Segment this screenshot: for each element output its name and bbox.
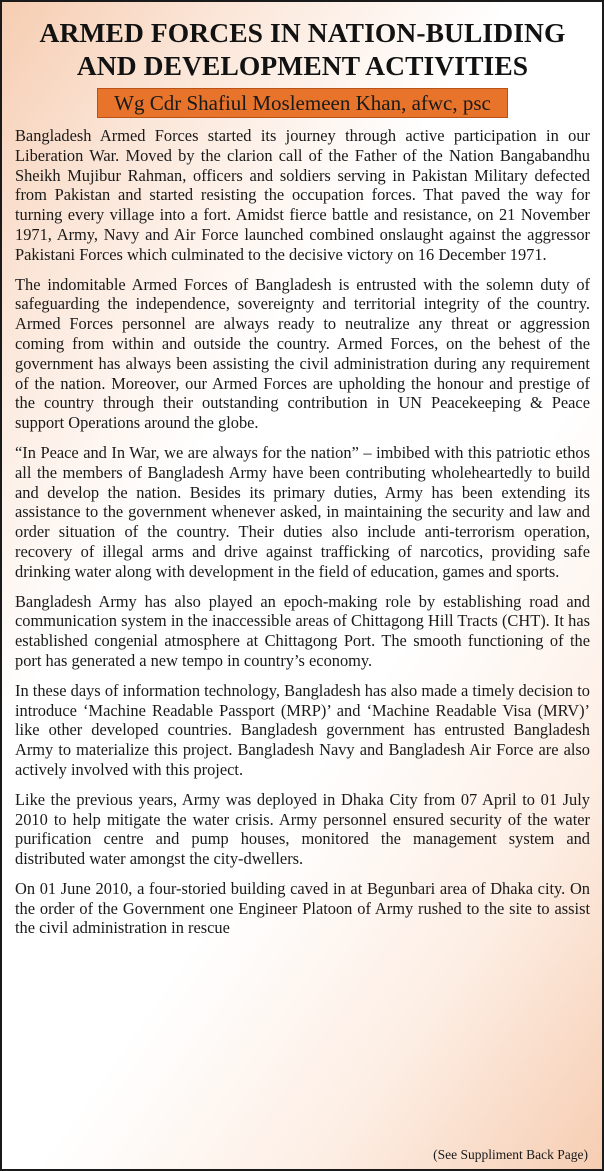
paragraph-5: In these days of information technology, Bangladesh has also made a timely decision to introduce ‘Machine Readable Passport (MRP)’ and ‘Machine Readable Visa (MRV)’ like other developed countries. Bangladesh government has entrusted Bangladesh Army to materialize this project. Bangladesh Navy and Bangladesh Air Force are also actively involved with this project. xyxy=(15,680,590,779)
paragraph-6: Like the previous years, Army was deployed in Dhaka City from 07 April to 01 July 2010 to help mitigate the water crisis. Army personnel ensured security of the water purification centre and pump houses, monitored the management system and distributed water amongst the city-dwellers. xyxy=(15,789,590,869)
article-body xyxy=(15,126,590,938)
paragraph-4: Bangladesh Army has also played an epoch-making role by establishing road and communication system in the inaccessible areas of Chittagong Hill Tracts (CHT). It has established congenial atmosphere at Chittagong Port. The smooth functioning of the port has generated a new tempo in country’s economy. xyxy=(15,591,590,670)
paragraph-3: “In Peace and In War, we are always for the nation” – imbibed with this patriotic ethos all the members of Bangladesh Army have been contributing wholeheartedly to build and develop the nation. Besides its primary duties, Army has been extending its assistance to the government whenever asked, in maintaining the security and law and order situation of the country. Their duties also include anti-terrorism operation, recovery of illegal arms and drive against trafficking of narcotics, providing safe drinking water along with development in the field of education, games and sports. xyxy=(15,442,590,581)
article-title: ARMED FORCES IN NATION-BULIDING AND DEVELOPMENT ACTIVITIES xyxy=(39,17,566,81)
author-byline: Wg Cdr Shafiul Moslemeen Khan, afwc, psc xyxy=(97,88,508,118)
paragraph-2: The indomitable Armed Forces of Bangladesh is entrusted with the solemn duty of safeguarding the independence, sovereignty and territorial integrity of the country. Armed Forces personnel are always ready to neutralize any threat or aggression coming from within and outside the country. Armed Forces, on the behest of the government has always been assisting the civil administration during any requirement of the nation. Moreover, our Armed Forces are upholding the honour and prestige of the country through their outstanding contribution in UN Peacekeeping & Peace support Operations around the globe. xyxy=(15,274,590,433)
continuation-note: (See Suppliment Back Page) xyxy=(433,1147,588,1162)
paragraph-1: Bangladesh Armed Forces started its journey through active participation in our Liberation War. Moved by the clarion call of the Father of the Nation Bangabandhu Sheikh Mujibur Rahman, officers and soldiers serving in Pakistan Military defected from Pakistan and started resisting the occupation forces. That paved the way for turning every village into a fort. Amidst fierce battle and resistance, on 21 November 1971, Army, Navy and Air Force launched combined onslaught against the aggressor Pakistani Forces which culminated to the decisive victory on 16 December 1971. xyxy=(15,126,590,264)
paragraph-7: On 01 June 2010, a four-storied building caved in at Begunbari area of Dhaka city. On the order of the Government one Engineer Platoon of Army rushed to the site to assist the civil administration in rescue xyxy=(15,878,590,938)
byline-container xyxy=(15,88,590,118)
